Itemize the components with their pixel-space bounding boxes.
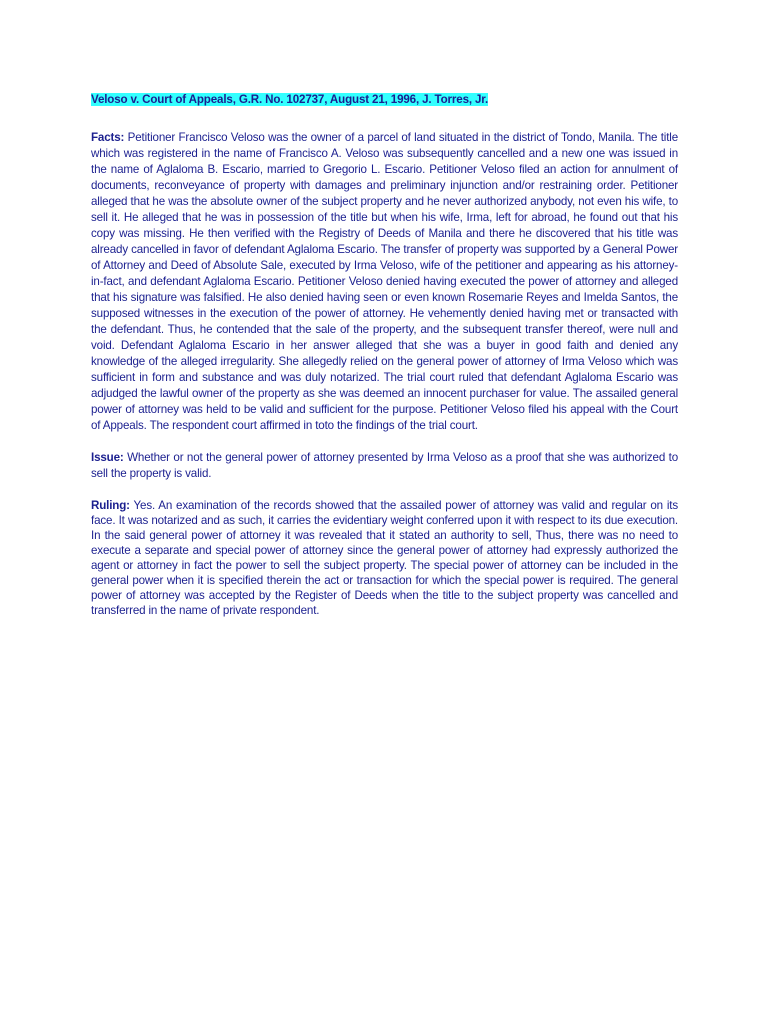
facts-label: Facts: [91,131,125,144]
facts-text: Petitioner Francisco Veloso was the owner of a parcel of land situated in the district of Tondo, Manila. The title which was registered in the name of Francisco A. Veloso was subsequently cancelled and a new one was issued in the name of Aglaloma B. Escario, married to Gregorio L. Escario. Petitioner Veloso filed an action for annulment of documents, reconveyance of property with damages and preliminary injunction and/or restraining order. Petitioner alleged that he was the absolute owner of the subject property and he never authorized anybody, not even his wife, to sell it. He alleged that he was in possession of the title but when his wife, Irma, left for abroad, he found out that his copy was missing. He then verified with the Registry of Deeds of Manila and there he discovered that his title was already cancelled in favor of defendant Aglaloma Escario. The transfer of property was supported by a General Power of Attorney and Deed of Absolute Sale, executed by Irma Veloso, wife of the petitioner and appearing as his attorney-in-fact, and defendant Aglaloma Escario. Petitioner Veloso denied having executed the power of attorney and alleged that his signature was falsified. He also denied having seen or even known Rosemarie Reyes and Imelda Santos, the supposed witnesses in the execution of the power of attorney. He vehemently denied having met or transacted with the defendant. Thus, he contended that the sale of the property, and the subsequent transfer thereof, were null and void. Defendant Aglaloma Escario in her answer alleged that she was a buyer in good faith and denied any knowledge of the alleged irregularity. She allegedly relied on the general power of attorney of Irma Veloso which was sufficient in form and substance and was duly notarized. The trial court ruled that defendant Aglaloma Escario was adjudged the lawful owner of the property as she was deemed an innocent purchaser for value. The assailed general power of attorney was held to be valid and sufficient for the purpose. Petitioner Veloso filed his appeal with the Court of Appeals. The respondent court affirmed in toto the findings of the trial court. [91,131,678,432]
ruling-label: Ruling: [91,499,130,512]
case-title [91,92,678,108]
ruling-text: Yes. An examination of the records showed that the assailed power of attorney was valid and regular on its face. It was notarized and as such, it carries the evidentiary weight conferred upon it with respect to its due execution. In the said general power of attorney it was revealed that it stated an authority to sell, Thus, there was no need to execute a separate and special power of attorney since the general power of attorney had expressly authorized the agent or attorney in fact the power to sell the subject property. The special power of attorney can be included in the general power when it is specified therein the act or transaction for which the special power is required. The general power of attorney was accepted by the Register of Deeds when the title to the subject property was cancelled and transferred in the name of private respondent. [91,499,678,617]
facts-section [91,130,678,434]
document-page [91,92,678,634]
case-title-highlight: Veloso v. Court of Appeals, G.R. No. 102737, August 21, 1996, J. Torres, Jr. [91,93,489,106]
issue-label: Issue: [91,451,124,464]
ruling-section [91,498,678,618]
issue-text: Whether or not the general power of attorney presented by Irma Veloso as a proof that she was authorized to sell the property is valid. [91,451,678,480]
issue-section [91,450,678,482]
